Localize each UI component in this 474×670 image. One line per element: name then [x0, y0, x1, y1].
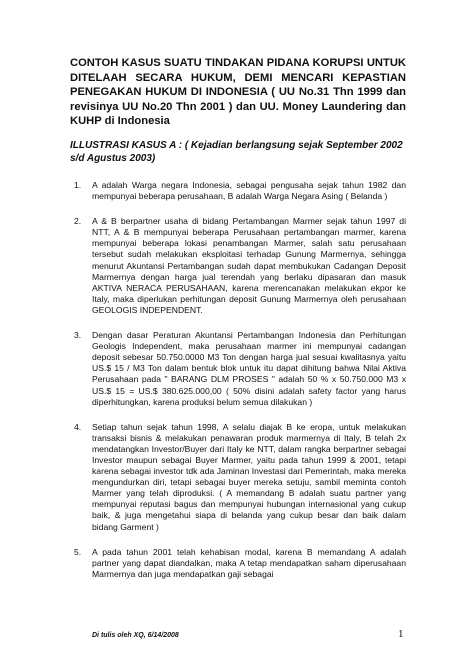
item-number: 5. [74, 546, 82, 557]
item-text: Dengan dasar Peraturan Akuntansi Pertambangan Indonesia dan Perhitungan Geologis Independent, maka perusahaan marmer ini mempunyai cadangan deposit sebesar 50.750.0000 M3 Ton dengan harga jual sesuai kwalitasnya yaitu US.$ 15 / M3 Ton dalam bentuk blok untuk itu dapat dihitung bahwa Nilai Aktiva Perusahaan pada " BARANG DLM PROSES " adalah 50 % x 50.750.000 M3 x US.$ 15 = US.$ 380.625.000,00 ( 50% disini adalah safety factor yang harus diperhitungkan, karena produksi belum semua dilakukan ) [92, 330, 406, 407]
item-number: 3. [74, 330, 82, 341]
list-item [70, 216, 406, 316]
case-items-list [70, 180, 406, 594]
item-text: A & B berpartner usaha di bidang Pertambangan Marmer sejak tahun 1997 di NTT, A & B mempunyai beberapa Perusahaan pertambangan marmer, karena mempunyai beberapa lokasi penambangan Marmer, salah satu perusahaan tersebut sudah melakukan eksploitasi terhadap Gunung Marmernya, sehingga menurut Akuntansi Pertambangan sudah dapat membukukan Cadangan Deposit Marmernya dengan harga jual terendah yang berlaku dipasaran dan masuk AKTIVA NERACA PERUSAHAAN, karena merencanakan melakukan ekpor ke Italy, maka diperlukan perhitungan deposit Gunung Marmernya oleh perusahaan GEOLOGIS INDEPENDENT. [92, 216, 406, 315]
list-item [70, 330, 406, 408]
item-text: Setiap tahun sejak tahun 1998, A selalu diajak B ke eropa, untuk melakukan transaksi bisnis & melakukan penawaran produk marmernya di Italy, B telah 2x mendatangkan Investor/Buyer dari Italy ke NTT, dalam rangka berpartner sebagai Investor maupun sebagai Buyer Marmer, yaitu pada tahun 1999 & 2001, tetapi karena sebagai investor tdk ada Jaminan Investasi dari Pemerintah, maka mereka mengundurkan diri, tetapi sebagai buyer mereka setuju, sambil meminta contoh Marmer yang telah diproduksi. ( A memandang B adalah suatu partner yang mempunyai reputasi bagus dan mempunyai hubungan internasional yang cukup baik, & juga mengetahui siapa di belanda yang cukup besar dan baik dalam bidang Garment ) [92, 421, 406, 532]
list-item [70, 547, 406, 580]
item-number: 1. [74, 180, 82, 190]
list-item [70, 180, 406, 202]
document-title: CONTOH KASUS SUATU TINDAKAN PIDANA KORUPSI UNTUK DITELAAH SECARA HUKUM, DEMI MENCARI KEPASTIAN PENEGAKAN HUKUM DI INDONESIA ( UU No.31 Thn 1999 dan revisinya UU No.20 Thn 2001 ) dan UU. Money Laundering dan KUHP di Indonesia [70, 57, 406, 128]
item-text: A adalah Warga negara Indonesia, sebagai pengusaha sejak tahun 1982 dan mempunyai beberapa perusahaan, B adalah Warga Negara Asing ( Belanda ) [92, 180, 406, 202]
item-number: 2. [74, 216, 82, 227]
list-item [70, 422, 406, 533]
footer-note: Di tulis oleh XQ, 6/14/2008 [92, 632, 179, 639]
item-text: A pada tahun 2001 telah kehabisan modal, karena B memandang A adalah partner yang dapat diandalkan, maka A tetap mendapatkan saham diperusahaan Marmernya dan juga mendapatkan gaji sebagai [92, 546, 406, 579]
page-number: 1 [398, 628, 404, 640]
item-number: 4. [74, 421, 82, 432]
illustration-heading: ILLUSTRASI KASUS A : ( Kejadian berlangsung sejak September 2002 s/d Agustus 2003) [70, 140, 403, 164]
